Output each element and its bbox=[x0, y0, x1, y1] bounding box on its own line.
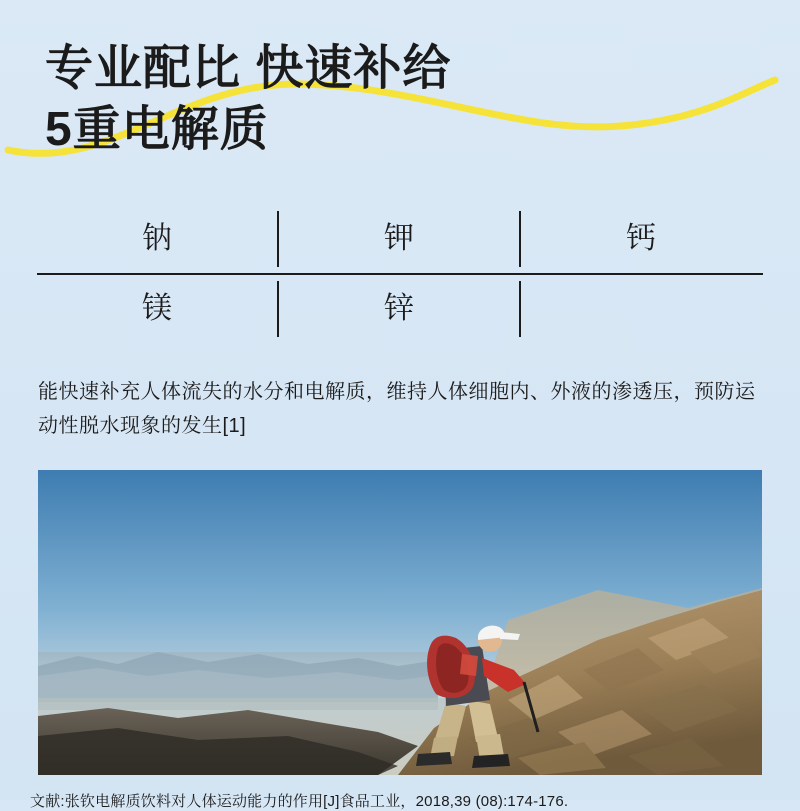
description-paragraph: 能快速补充人体流失的水分和电解质，维持人体细胞内、外液的渗透压，预防运动性脱水现象的发生[1] bbox=[38, 381, 756, 438]
page-title bbox=[45, 38, 765, 161]
footnote-reference: 文献:张钦电解质饮料对人体运动能力的作用[J]食品工业，2018,39 (08):174-176. bbox=[30, 793, 569, 810]
mineral-cell-sodium: 钠 bbox=[37, 205, 279, 273]
table-row bbox=[37, 205, 763, 275]
mineral-cell-empty bbox=[521, 275, 763, 343]
hero-photo bbox=[38, 470, 762, 775]
headline-block bbox=[0, 22, 800, 172]
hiker-mountain-illustration bbox=[38, 470, 762, 775]
mineral-cell-zinc: 锌 bbox=[279, 275, 521, 343]
mineral-table bbox=[37, 205, 763, 345]
mineral-cell-magnesium: 镁 bbox=[37, 275, 279, 343]
table-row bbox=[37, 275, 763, 343]
mineral-cell-calcium: 钙 bbox=[626, 222, 658, 255]
headline-line-2: 5重电解质 bbox=[45, 103, 269, 157]
headline-line-1: 专业配比 快速补给 bbox=[45, 42, 452, 95]
mineral-cell-potassium: 钾 bbox=[279, 205, 521, 273]
